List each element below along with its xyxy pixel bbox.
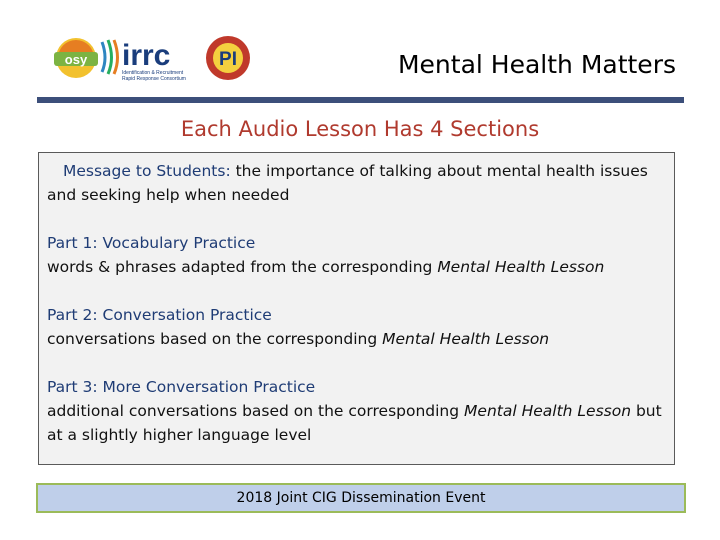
section-message-to-students — [47, 159, 668, 207]
section-heading: Message to Students: — [63, 162, 231, 180]
section-text: conversations based on the corresponding — [47, 330, 383, 348]
irrc-logo — [100, 32, 204, 84]
osy-logo — [50, 36, 102, 80]
section-emphasis: Mental Health Lesson — [464, 402, 632, 420]
header-divider — [37, 97, 684, 103]
osy-logo-text: osy — [64, 52, 88, 67]
footer-text: 2018 Joint CIG Dissemination Event — [236, 490, 486, 506]
section-text: additional conversations based on the corresponding — [47, 402, 465, 420]
pi-logo — [204, 34, 252, 82]
section-heading: Part 3: More Conversation Practice — [47, 378, 316, 396]
section-part-3 — [47, 375, 668, 447]
section-text: words & phrases adapted from the corresponding — [47, 258, 438, 276]
pi-logo-text: PI — [219, 49, 237, 70]
sections-box — [38, 152, 675, 465]
slide-subtitle: Each Audio Lesson Has 4 Sections — [180, 117, 540, 141]
section-text: the importance of talking about mental health issues and seeking help when needed — [47, 162, 648, 204]
irrc-tagline-2: Rapid Response Consortium — [122, 76, 186, 82]
section-part-1 — [47, 231, 668, 279]
section-heading: Part 1: Vocabulary Practice — [47, 234, 256, 252]
page-title: Mental Health Matters — [397, 50, 676, 79]
section-heading: Part 2: Conversation Practice — [47, 306, 272, 324]
footer-bar — [36, 483, 686, 513]
section-part-2 — [47, 303, 668, 351]
section-emphasis: Mental Health Lesson — [382, 330, 550, 348]
section-text-after: but at a slightly higher language level — [47, 402, 662, 444]
irrc-logo-text: irrc — [122, 39, 171, 72]
irrc-tagline-1: Identification & Recruitment — [122, 70, 184, 76]
section-emphasis: Mental Health Lesson — [437, 258, 605, 276]
